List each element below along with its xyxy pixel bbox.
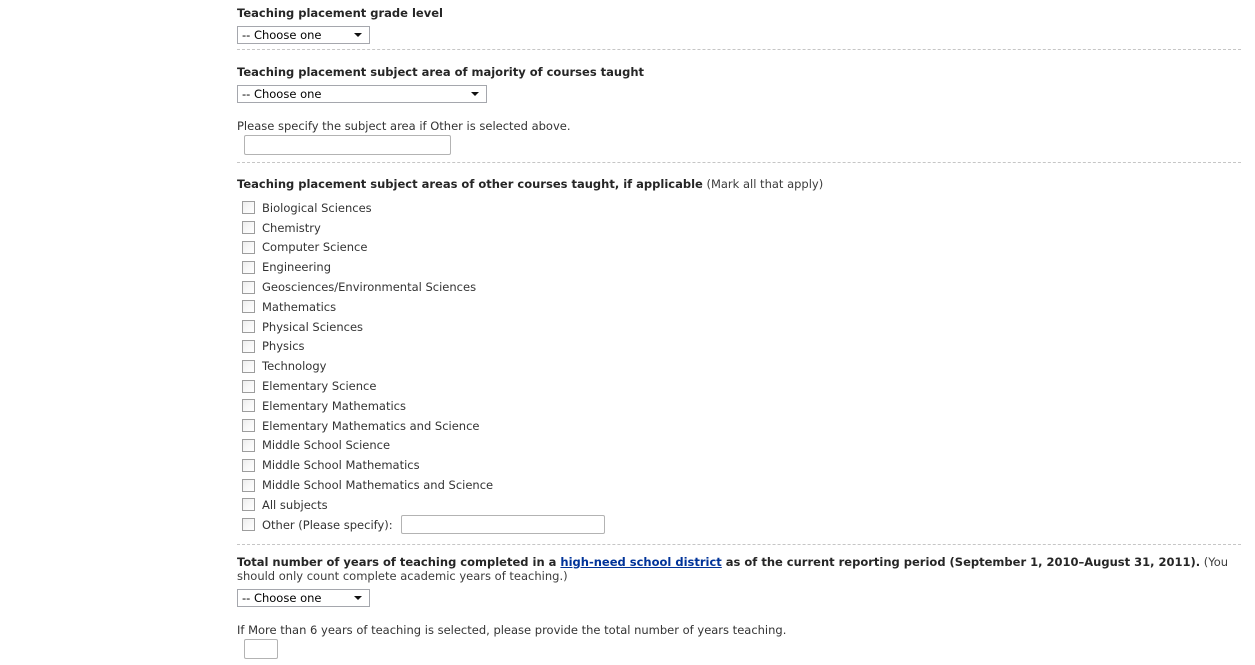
checkbox-computer-science[interactable] (242, 241, 255, 254)
checkbox-option-row (237, 198, 1241, 218)
high-need-district-link[interactable]: high-need school district (560, 554, 722, 569)
checkbox-option-row (237, 257, 1241, 277)
dashed-divider (237, 544, 1241, 545)
chevron-down-icon (354, 33, 362, 37)
checkbox-label: Elementary Mathematics (262, 398, 406, 413)
years-select[interactable] (237, 589, 370, 607)
checkbox-all-subjects[interactable] (242, 498, 255, 511)
checkbox-label: Biological Sciences (262, 200, 372, 215)
checkbox-label: Chemistry (262, 220, 321, 235)
checkbox-label: All subjects (262, 497, 328, 512)
other-subjects-label-note: (Mark all that apply) (702, 177, 824, 191)
checkbox-label: Mathematics (262, 299, 337, 314)
years-label-part2: as of the current reporting period (September 1, 2010–August 31, 2011). (721, 554, 1201, 569)
checkbox-option-row (237, 337, 1241, 357)
dashed-divider (237, 49, 1241, 50)
checkbox-label: Technology (262, 359, 327, 374)
checkbox-label: Elementary Science (262, 379, 377, 394)
section-other-subjects (237, 177, 1241, 535)
more-than-6-prompt: If More than 6 years of teaching is selected, please provide the total number of years teaching. (237, 622, 787, 637)
checkbox-label: Middle School Science (262, 438, 391, 453)
chevron-down-icon (471, 92, 479, 96)
section-subject-majority (237, 65, 1241, 155)
checkbox-option-row-other (237, 515, 1241, 535)
checkbox-chemistry[interactable] (242, 221, 255, 234)
checkbox-option-row (237, 436, 1241, 456)
checkbox-technology[interactable] (242, 360, 255, 373)
checkbox-label: Computer Science (262, 240, 368, 255)
subject-majority-question-label: Teaching placement subject area of majority of courses taught (237, 65, 645, 79)
grade-level-select[interactable] (237, 26, 370, 44)
section-grade-level (237, 6, 1241, 44)
dashed-divider (237, 162, 1241, 163)
checkbox-middle-school-math-and-science[interactable] (242, 479, 255, 492)
checkbox-other[interactable] (242, 518, 255, 531)
checkbox-option-row (237, 297, 1241, 317)
subject-majority-select[interactable] (237, 85, 487, 103)
checkbox-elementary-mathematics[interactable] (242, 399, 255, 412)
checkbox-option-row (237, 455, 1241, 475)
years-question-label (237, 555, 1241, 584)
checkbox-mathematics[interactable] (242, 300, 255, 313)
checkbox-label: Elementary Mathematics and Science (262, 418, 480, 433)
checkbox-label: Physical Sciences (262, 319, 364, 334)
years-label-part1: Total number of years of teaching completed in a (237, 554, 561, 569)
grade-level-select-value: -- Choose one (242, 28, 322, 42)
checkbox-option-row (237, 218, 1241, 238)
subject-other-prompt: Please specify the subject area if Other is selected above. (237, 119, 571, 133)
checkbox-physics[interactable] (242, 340, 255, 353)
checkbox-engineering[interactable] (242, 261, 255, 274)
checkbox-middle-school-science[interactable] (242, 439, 255, 452)
checkbox-option-row (237, 376, 1241, 396)
checkbox-label: Engineering (262, 260, 331, 275)
checkbox-label: Middle School Mathematics and Science (262, 478, 494, 493)
chevron-down-icon (354, 596, 362, 600)
years-count-input[interactable] (244, 639, 278, 659)
subject-other-input[interactable] (244, 135, 451, 155)
checkbox-middle-school-mathematics[interactable] (242, 459, 255, 472)
years-label-note: (You should only count complete academic years of teaching.) (237, 554, 1229, 584)
other-subjects-question-label (237, 177, 1241, 191)
grade-level-question-label: Teaching placement grade level (237, 6, 443, 20)
checkbox-physical-sciences[interactable] (242, 320, 255, 333)
checkbox-label: Geosciences/Environmental Sciences (262, 280, 477, 295)
checkbox-option-row (237, 475, 1241, 495)
subject-majority-select-value: -- Choose one (242, 87, 322, 101)
checkbox-option-row (237, 277, 1241, 297)
checkbox-option-row (237, 356, 1241, 376)
other-specify-input[interactable] (401, 515, 605, 534)
checkbox-option-row (237, 396, 1241, 416)
section-years-teaching (237, 555, 1241, 659)
checkbox-elementary-math-and-science[interactable] (242, 419, 255, 432)
checkbox-geosciences[interactable] (242, 281, 255, 294)
checkbox-list (237, 198, 1241, 535)
checkbox-label: Physics (262, 339, 305, 354)
checkbox-elementary-science[interactable] (242, 380, 255, 393)
checkbox-option-row (237, 317, 1241, 337)
checkbox-biological-sciences[interactable] (242, 201, 255, 214)
checkbox-label: Other (Please specify): (262, 517, 393, 532)
checkbox-option-row (237, 416, 1241, 436)
other-subjects-label-bold: Teaching placement subject areas of other courses taught, if applicable (237, 177, 703, 191)
checkbox-option-row (237, 238, 1241, 258)
checkbox-label: Middle School Mathematics (262, 458, 420, 473)
years-select-value: -- Choose one (242, 590, 322, 605)
checkbox-option-row (237, 495, 1241, 515)
